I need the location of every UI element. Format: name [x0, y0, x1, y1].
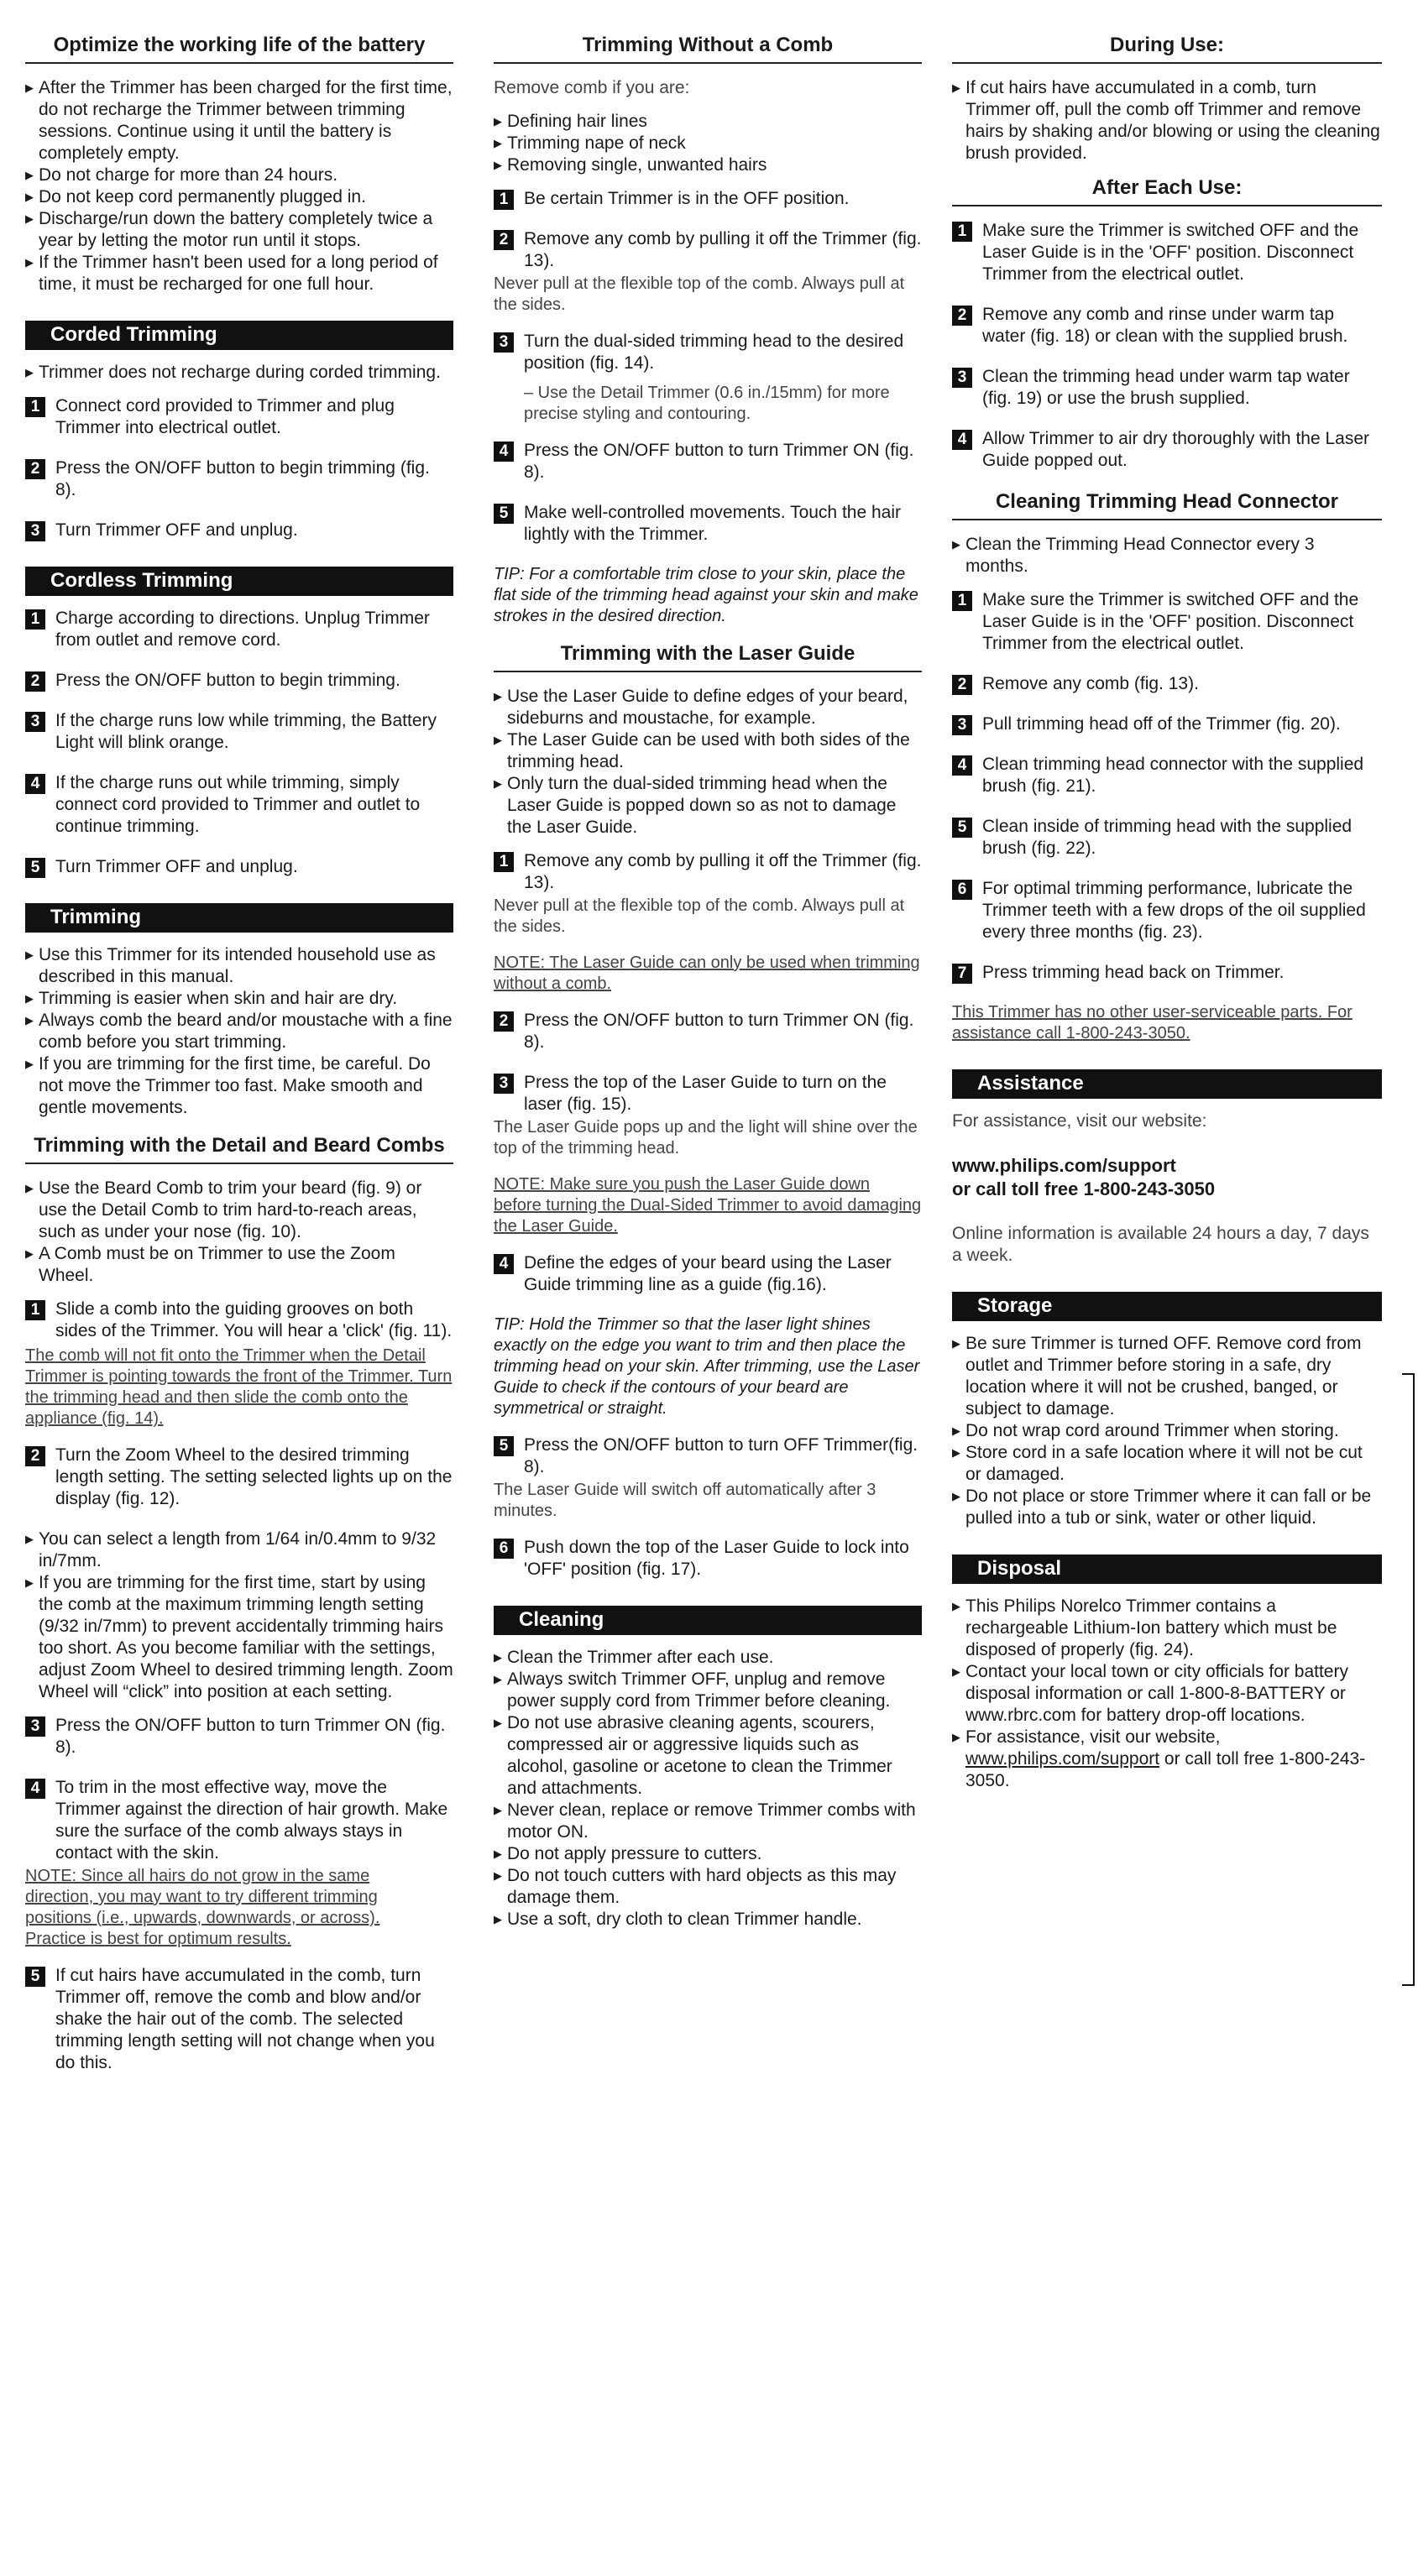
- step: [952, 962, 1382, 984]
- step-number: 3: [25, 712, 45, 732]
- step-number: 1: [25, 609, 45, 630]
- step-text: Remove any comb by pulling it off the Trimmer (fig. 13).: [524, 851, 922, 892]
- step: [25, 772, 453, 838]
- step-text: Press the ON/OFF button to turn Trimmer ON (fig. 8).: [524, 1011, 914, 1052]
- step-text: Remove any comb and rinse under warm tap water (fig. 18) or clean with the supplied brush.: [982, 305, 1348, 346]
- step-text: Press the ON/OFF button to turn Trimmer ON (fig. 8).: [55, 1716, 446, 1757]
- step: [494, 1252, 922, 1296]
- margin-bracket: [1413, 1373, 1415, 1986]
- step-text: Turn the Zoom Wheel to the desired trimming length setting. The setting selected lights up on the display (fig. 12).: [55, 1445, 453, 1508]
- cleaning-list: [494, 1647, 922, 1931]
- step-text: For optimal trimming performance, lubricate the Trimmer teeth with a few drops of the oil supplied every three months (fig. 23).: [982, 879, 1366, 942]
- step-text: Press the ON/OFF button to turn Trimmer ON (fig. 8).: [524, 441, 914, 482]
- step-number: 6: [952, 880, 972, 900]
- step: [952, 878, 1382, 943]
- support-phone: or call toll free 1-800-243-3050: [952, 1178, 1216, 1199]
- step-number: 4: [952, 755, 972, 776]
- step-number: 4: [494, 1254, 514, 1274]
- step-text: If the charge runs low while trimming, the Battery Light will blink orange.: [55, 711, 437, 752]
- step: [952, 428, 1382, 472]
- list-item: ▶ If the Trimmer hasn't been used for a long period of time, it must be recharged for one full hour.: [25, 252, 453, 295]
- step: [25, 1777, 453, 1864]
- list-item: ▶ You can select a length from 1/64 in/0.4mm to 9/32 in/7mm.: [25, 1528, 453, 1572]
- connector-list: [952, 534, 1382, 577]
- step-number: 2: [25, 1446, 45, 1466]
- tip: TIP: For a comfortable trim close to your skin, place the flat side of the trimming head against your skin and make strokes in the desired direction.: [494, 565, 918, 625]
- step-number: 4: [25, 774, 45, 794]
- list-item: ▶ Do not apply pressure to cutters.: [494, 1843, 922, 1865]
- step-number: 1: [952, 591, 972, 611]
- step: [952, 713, 1382, 735]
- step-number: 7: [952, 964, 972, 984]
- step-text: Press the ON/OFF button to turn OFF Trimmer(fig. 8).: [524, 1435, 918, 1476]
- list-item: ▶ Contact your local town or city officials for battery disposal information or call 1-800-8-BATTERY or www.rbrc.com for battery drop-off locations.: [952, 1661, 1382, 1727]
- intro-text: Remove comb if you are:: [494, 78, 690, 97]
- list-item: ▶ Do not charge for more than 24 hours.: [25, 165, 453, 186]
- list-item: ▶ Do not use abrasive cleaning agents, scourers, compressed air or aggressive liquids such as alcohol, gasoline or acetone to clean the Trimmer and attachments.: [494, 1712, 922, 1800]
- step-number: 2: [494, 230, 514, 250]
- step-number: 2: [494, 1011, 514, 1032]
- battery-list: [25, 77, 453, 295]
- column-middle: [494, 34, 922, 1939]
- note: – Use the Detail Trimmer (0.6 in./15mm) for more precise styling and contouring.: [524, 384, 890, 423]
- list-item: ▶ Clean the Trimming Head Connector every 3 months.: [952, 534, 1382, 577]
- step: [25, 710, 453, 754]
- assistance-contact: [952, 1154, 1382, 1201]
- step: [494, 850, 922, 894]
- step-text: Allow Trimmer to air dry thoroughly with the Laser Guide popped out.: [982, 429, 1370, 470]
- step-number: 5: [494, 504, 514, 524]
- list-item: [952, 1727, 1382, 1792]
- step: [494, 502, 922, 546]
- step-number: 1: [494, 190, 514, 210]
- step-text: Press the ON/OFF button to begin trimming.: [55, 671, 400, 690]
- step-text: Connect cord provided to Trimmer and plug Trimmer into electrical outlet.: [55, 396, 395, 437]
- step: [952, 816, 1382, 860]
- step: [494, 331, 922, 374]
- step: [952, 304, 1382, 347]
- step-number: 2: [952, 306, 972, 326]
- laser-heading: Trimming with the Laser Guide: [494, 642, 922, 672]
- step-number: 5: [494, 1436, 514, 1456]
- list-item: ▶ Do not keep cord permanently plugged in.: [25, 186, 453, 208]
- without-comb-list: [494, 111, 922, 176]
- list-item: ▶ Never clean, replace or remove Trimmer combs with motor ON.: [494, 1800, 922, 1843]
- step: [494, 1072, 922, 1116]
- step-number: 4: [494, 442, 514, 462]
- step-text: Make sure the Trimmer is switched OFF and the Laser Guide is in the 'OFF' position. Disconnect Trimmer from the electrical outlet.: [982, 590, 1359, 653]
- note: Never pull at the flexible top of the comb. Always pull at the sides.: [494, 274, 905, 314]
- connector-heading: Cleaning Trimming Head Connector: [952, 490, 1382, 520]
- step-text: If the charge runs out while trimming, simply connect cord provided to Trimmer and outlet to continue trimming.: [55, 773, 421, 836]
- step: [952, 220, 1382, 285]
- list-item: ▶ Use this Trimmer for its intended household use as described in this manual.: [25, 944, 453, 988]
- step: [25, 670, 453, 692]
- step-text: Push down the top of the Laser Guide to lock into 'OFF' position (fig. 17).: [524, 1538, 909, 1579]
- list-item: ▶ Be sure Trimmer is turned OFF. Remove cord from outlet and Trimmer before storing in a safe, dry location where it will not be crushed, banged, or subject to damage.: [952, 1333, 1382, 1420]
- note: Never pull at the flexible top of the comb. Always pull at the sides.: [494, 896, 905, 936]
- step-text: Define the edges of your beard using the Laser Guide trimming line as a guide (fig.16).: [524, 1253, 892, 1294]
- cleaning-heading: Cleaning: [494, 1606, 922, 1635]
- step-text: Slide a comb into the guiding grooves on both sides of the Trimmer. You will hear a 'click' (fig. 11).: [55, 1299, 453, 1340]
- step-text: Clean inside of trimming head with the supplied brush (fig. 22).: [982, 817, 1353, 858]
- step-number: 3: [25, 1716, 45, 1737]
- list-item: ▶ Removing single, unwanted hairs: [494, 154, 922, 176]
- step-number: 2: [25, 671, 45, 692]
- list-item: ▶ Do not place or store Trimmer where it can fall or be pulled into a tub or sink, water or other liquid.: [952, 1486, 1382, 1529]
- step: [25, 608, 453, 651]
- list-item: ▶ This Philips Norelco Trimmer contains a rechargeable Lithium-Ion battery which must be disposed of properly (fig. 24).: [952, 1596, 1382, 1661]
- step-text: Turn the dual-sided trimming head to the desired position (fig. 14).: [524, 332, 904, 373]
- during-use-heading: During Use:: [952, 34, 1382, 64]
- detail-heading: Trimming with the Detail and Beard Combs: [25, 1134, 453, 1164]
- step-text: Remove any comb by pulling it off the Trimmer (fig. 13).: [524, 229, 922, 270]
- step-text: Press trimming head back on Trimmer.: [982, 963, 1285, 982]
- step: [494, 1010, 922, 1053]
- list-item: ▶ If cut hairs have accumulated in a comb, turn Trimmer off, pull the comb off Trimmer and remove hairs by shaking and/or blowing or using the cleaning brush provided.: [952, 77, 1382, 165]
- step-number: 4: [25, 1779, 45, 1799]
- step: [25, 457, 453, 501]
- step: [25, 1445, 453, 1510]
- list-item: ▶ Always comb the beard and/or moustache with a fine comb before you start trimming.: [25, 1010, 453, 1053]
- step-number: 2: [25, 459, 45, 479]
- step: [952, 673, 1382, 695]
- margin-bracket-bottom: [1402, 1984, 1413, 1986]
- step-number: 6: [494, 1539, 514, 1559]
- laser-list: [494, 686, 922, 839]
- step-text: To trim in the most effective way, move the Trimmer against the direction of hair growth. Make sure the surface of the comb always stays in contact with the skin.: [55, 1778, 448, 1863]
- list-item: ▶ If you are trimming for the first time, start by using the comb at the maximum trimming length setting (9/32 in/7mm) to prevent accidentally trimming hairs too short. As you become familiar with the settings, adjust Zoom Wheel to desired trimming length. Zoom Wheel will “click” into position at each setting.: [25, 1572, 453, 1703]
- step-text: Press the top of the Laser Guide to turn on the laser (fig. 15).: [524, 1073, 887, 1114]
- corded-heading: Corded Trimming: [25, 321, 453, 350]
- step-text: Press the ON/OFF button to begin trimming (fig. 8).: [55, 458, 430, 499]
- step-text: Turn Trimmer OFF and unplug.: [55, 857, 298, 876]
- step-number: 5: [25, 1967, 45, 1987]
- list-item: ▶ If you are trimming for the first time, be careful. Do not move the Trimmer too fast. Make smooth and gentle movements.: [25, 1053, 453, 1119]
- list-item: ▶ Defining hair lines: [494, 111, 922, 133]
- support-link[interactable]: www.philips.com/support: [965, 1749, 1160, 1769]
- step-number: 3: [25, 521, 45, 541]
- step-number: 1: [25, 397, 45, 417]
- list-item: ▶ After the Trimmer has been charged for the first time, do not recharge the Trimmer between trimming sessions. Continue using it until the battery is completely empty.: [25, 77, 453, 165]
- list-item: ▶ Trimmer does not recharge during corded trimming.: [25, 362, 453, 384]
- margin-bracket-top: [1402, 1373, 1413, 1375]
- list-item: ▶ Do not touch cutters with hard objects as this may damage them.: [494, 1865, 922, 1909]
- step: [25, 1965, 453, 2074]
- online-info: Online information is available 24 hours a day, 7 days a week.: [952, 1224, 1369, 1265]
- trimming-list: [25, 944, 453, 1119]
- list-item: ▶ Store cord in a safe location where it will not be cut or damaged.: [952, 1442, 1382, 1486]
- step-number: 1: [952, 222, 972, 242]
- list-item: ▶ A Comb must be on Trimmer to use the Zoom Wheel.: [25, 1243, 453, 1287]
- step-number: 4: [952, 430, 972, 450]
- step: [25, 1298, 453, 1342]
- step: [494, 1434, 922, 1478]
- step-text: Remove any comb (fig. 13).: [982, 674, 1199, 693]
- note: The Laser Guide pops up and the light will shine over the top of the trimming head.: [494, 1118, 918, 1157]
- step-text: Clean the trimming head under warm tap water (fig. 19) or use the brush supplied.: [982, 367, 1350, 408]
- step-number: 3: [494, 332, 514, 353]
- list-item: ▶ Only turn the dual-sided trimming head when the Laser Guide is popped down so as not to damage the Laser Guide.: [494, 773, 922, 839]
- step-text: Charge according to directions. Unplug Trimmer from outlet and remove cord.: [55, 609, 430, 650]
- list-item: ▶ Use a soft, dry cloth to clean Trimmer handle.: [494, 1909, 922, 1931]
- trimming-heading: Trimming: [25, 903, 453, 933]
- note: NOTE: Since all hairs do not grow in the same direction, you may want to try different trimming positions (i.e., upwards, downwards, or across). Practice is best for optimum results.: [25, 1867, 380, 1948]
- step-text: Pull trimming head off of the Trimmer (fig. 20).: [982, 714, 1341, 734]
- detail-list-2: [25, 1528, 453, 1703]
- note: This Trimmer has no other user-serviceable parts. For assistance call 1-800-243-3050.: [952, 1003, 1353, 1042]
- storage-heading: Storage: [952, 1292, 1382, 1321]
- assistance-heading: Assistance: [952, 1069, 1382, 1099]
- step-text: Make well-controlled movements. Touch the hair lightly with the Trimmer.: [524, 503, 901, 544]
- step-number: 3: [952, 715, 972, 735]
- corded-list: [25, 362, 453, 384]
- step: [494, 228, 922, 272]
- list-item: ▶ Clean the Trimmer after each use.: [494, 1647, 922, 1669]
- note: The Laser Guide will switch off automatically after 3 minutes.: [494, 1481, 876, 1520]
- step-text: Clean trimming head connector with the supplied brush (fig. 21).: [982, 755, 1364, 796]
- step-number: 3: [494, 1074, 514, 1094]
- list-item: ▶ Use the Beard Comb to trim your beard (fig. 9) or use the Detail Comb to trim hard-to-reach areas, such as under your nose (fig. 10).: [25, 1178, 453, 1243]
- tip: TIP: Hold the Trimmer so that the laser light shines exactly on the edge you want to trim and then place the trimming head on your skin. After trimming, use the Laser Guide to check if the contours of your beard are symmetrical or straight.: [494, 1315, 920, 1418]
- step-text: Make sure the Trimmer is switched OFF and the Laser Guide is in the 'OFF' position. Disconnect Trimmer from the electrical outlet.: [982, 221, 1359, 284]
- list-item: ▶ Discharge/run down the battery completely twice a year by letting the motor run until it stops.: [25, 208, 453, 252]
- step-number: 5: [952, 818, 972, 838]
- step-text: If cut hairs have accumulated in the comb, turn Trimmer off, remove the comb and blow and/or shake the hair out of the comb. The selected trimming length setting will not change when you do this.: [55, 1966, 435, 2072]
- note: NOTE: Make sure you push the Laser Guide down before turning the Dual-Sided Trimmer to avoid damaging the Laser Guide.: [494, 1175, 922, 1236]
- list-item: ▶ Always switch Trimmer OFF, unplug and remove power supply cord from Trimmer before cleaning.: [494, 1669, 922, 1712]
- step: [25, 520, 453, 541]
- step-number: 5: [25, 858, 45, 878]
- step-number: 3: [952, 368, 972, 388]
- disposal-last-pre: For assistance, visit our website,: [965, 1727, 1221, 1747]
- step-number: 1: [494, 852, 514, 872]
- storage-list: [952, 1333, 1382, 1529]
- step-text: Turn Trimmer OFF and unplug.: [55, 520, 298, 540]
- detail-list: [25, 1178, 453, 1287]
- disposal-heading: Disposal: [952, 1554, 1382, 1584]
- step: [952, 366, 1382, 410]
- list-item: ▶ Trimming is easier when skin and hair are dry.: [25, 988, 453, 1010]
- step-text: Be certain Trimmer is in the OFF position.: [524, 189, 850, 208]
- column-right: [952, 34, 1382, 1800]
- cordless-heading: Cordless Trimming: [25, 567, 453, 596]
- step: [25, 856, 453, 878]
- without-comb-heading: Trimming Without a Comb: [494, 34, 922, 64]
- list-item: ▶ Use the Laser Guide to define edges of your beard, sideburns and moustache, for example.: [494, 686, 922, 729]
- step: [25, 395, 453, 439]
- step: [952, 589, 1382, 655]
- list-item: ▶ Do not wrap cord around Trimmer when storing.: [952, 1420, 1382, 1442]
- step: [494, 188, 922, 210]
- support-url: www.philips.com/support: [952, 1155, 1176, 1176]
- note: The comb will not fit onto the Trimmer when the Detail Trimmer is pointing towards the front of the Trimmer. Turn the trimming head and then slide the comb onto the appliance (fig. 14).: [25, 1346, 453, 1428]
- list-item: ▶ The Laser Guide can be used with both sides of the trimming head.: [494, 729, 922, 773]
- list-item: ▶ Trimming nape of neck: [494, 133, 922, 154]
- step: [494, 440, 922, 483]
- after-use-heading: After Each Use:: [952, 176, 1382, 206]
- note: NOTE: The Laser Guide can only be used when trimming without a comb.: [494, 954, 920, 993]
- step: [494, 1537, 922, 1581]
- step-number: 1: [25, 1300, 45, 1320]
- battery-heading: Optimize the working life of the battery: [25, 34, 453, 64]
- disposal-list: [952, 1596, 1382, 1792]
- column-left: [25, 34, 453, 2093]
- assistance-intro: For assistance, visit our website:: [952, 1111, 1207, 1131]
- step: [952, 754, 1382, 797]
- step: [25, 1715, 453, 1758]
- disposal-last-post: or call toll free 1-800-243-3050.: [965, 1749, 1366, 1790]
- during-use-list: [952, 77, 1382, 165]
- step-number: 2: [952, 675, 972, 695]
